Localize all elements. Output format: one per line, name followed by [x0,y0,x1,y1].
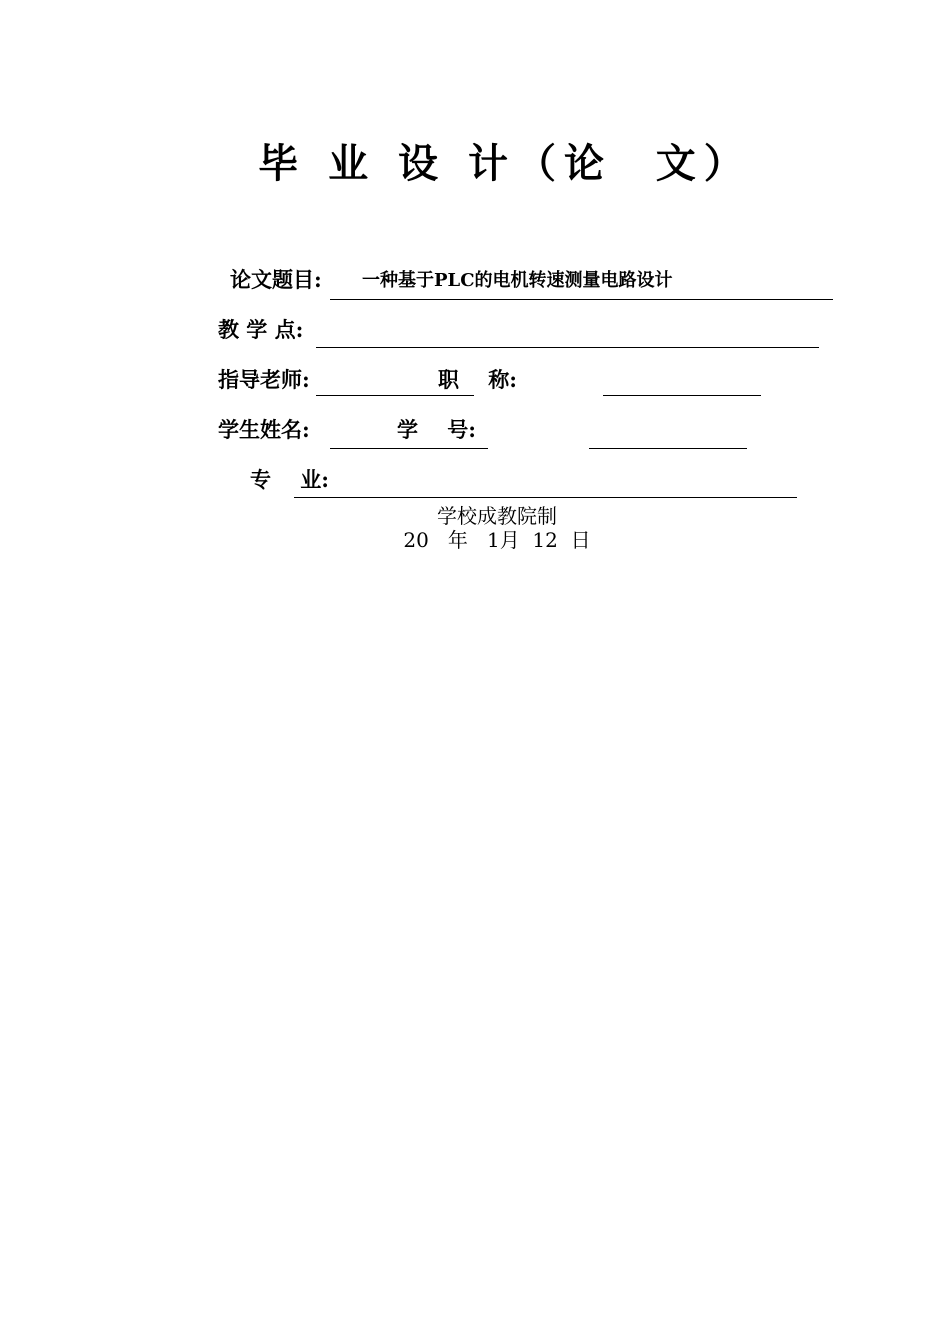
thesis-title-underline [330,299,833,300]
student-name-underline [330,448,488,449]
teaching-site-underline [316,347,819,348]
institution-text: 学校成教院制 [437,504,557,528]
student-id-label: 学 号: [397,417,476,442]
thesis-title-value: 一种基于PLC的电机转速测量电路设计 [362,270,673,291]
student-name-label: 学生姓名: [218,417,310,442]
date-text: 20 年 1月 12 日 [403,528,591,552]
major-underline [294,497,797,498]
position-title-underline [603,395,761,396]
position-title-label: 职 称: [438,367,517,392]
teaching-site-label: 教 学 点: [218,317,304,342]
page-title: 毕 业 设 计（论 文） [258,140,752,187]
thesis-title-label: 论文题目: [230,267,322,292]
advisor-label: 指导老师: [218,367,310,392]
major-label: 专 业: [250,467,329,492]
student-id-underline [589,448,747,449]
advisor-underline [316,395,474,396]
